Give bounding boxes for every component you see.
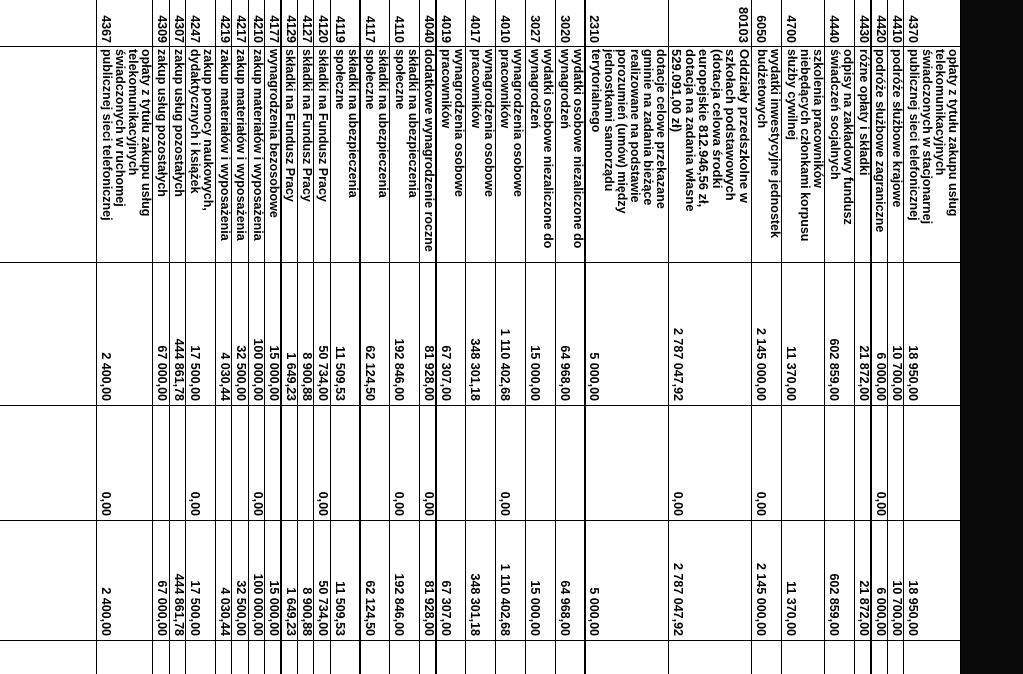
description-line: niebędących członkami korpusu bbox=[797, 49, 812, 242]
table-row bbox=[855, 0, 871, 674]
amount-plan: 11 509,53 bbox=[332, 346, 347, 401]
item-description bbox=[854, 49, 872, 261]
description-line: zakup usług pozostałych bbox=[171, 49, 186, 197]
table-row bbox=[265, 0, 281, 674]
account-code: 4367 bbox=[98, 15, 113, 43]
amount-change: 0,00 bbox=[498, 491, 513, 516]
description-line: dydaktycznych i książek bbox=[188, 49, 203, 194]
amount-after: 6 000,00 bbox=[873, 587, 888, 636]
item-description bbox=[313, 49, 331, 261]
description-line: 529.091,00 zł) bbox=[669, 49, 685, 133]
amount-plan: 15 000,00 bbox=[527, 345, 542, 401]
item-description bbox=[495, 49, 526, 261]
description-line: publicznej sieci telefonicznej bbox=[99, 49, 114, 221]
description-line: pracowników bbox=[438, 49, 453, 129]
table-row bbox=[170, 0, 186, 674]
amount-after: 10 700,00 bbox=[889, 580, 904, 636]
amount-plan: 21 872,00 bbox=[857, 345, 872, 401]
description-line: składki na ubezpieczenia bbox=[346, 49, 361, 198]
account-code: 4210 bbox=[250, 15, 265, 43]
amount-after: 18 950,00 bbox=[906, 580, 921, 636]
account-code: 4117 bbox=[362, 15, 377, 43]
account-code: 4440 bbox=[827, 15, 842, 43]
item-description bbox=[824, 49, 855, 261]
amount-plan: 50 734,00 bbox=[316, 345, 331, 401]
amount-plan: 6 000,00 bbox=[873, 352, 888, 401]
item-description bbox=[419, 49, 437, 261]
item-description bbox=[264, 49, 282, 261]
table-rule bbox=[96, 0, 97, 674]
amount-change bbox=[854, 405, 872, 516]
description-line: zakup materiałów i wyposażenia bbox=[234, 49, 249, 241]
amount-plan: 62 124,50 bbox=[362, 345, 377, 401]
item-description bbox=[168, 49, 186, 261]
amount-after: 17 500,00 bbox=[188, 580, 203, 636]
table-row bbox=[232, 0, 248, 674]
account-code: 4430 bbox=[857, 15, 872, 43]
item-description bbox=[887, 49, 905, 261]
description-line: podróże służbowe zagraniczne bbox=[873, 49, 888, 233]
account-code: 3020 bbox=[557, 15, 572, 43]
account-code: 4017 bbox=[468, 15, 483, 43]
account-code: 4410 bbox=[889, 15, 904, 43]
amount-plan: 444 861,78 bbox=[171, 338, 186, 401]
amount-change: 0,00 bbox=[250, 491, 265, 516]
table-row bbox=[153, 0, 169, 674]
amount-change bbox=[168, 405, 186, 516]
description-line: gminie na zadania bieżące bbox=[641, 49, 656, 206]
table-row bbox=[97, 0, 154, 674]
amount-change: 0,00 bbox=[422, 491, 437, 516]
description-line: składki na Fundusz Pracy bbox=[299, 49, 314, 202]
amount-after: 4 030,44 bbox=[217, 587, 232, 636]
description-line: budżetowych bbox=[754, 49, 769, 129]
amount-change bbox=[297, 405, 315, 516]
description-line: opłaty z tytułu zakupu usług bbox=[138, 49, 153, 217]
item-description bbox=[329, 49, 360, 261]
amount-plan: 5 000,00 bbox=[587, 352, 602, 401]
amount-change: 0,00 bbox=[670, 491, 685, 516]
amount-plan: 348 301,18 bbox=[468, 338, 483, 401]
description-line: różne opłaty i składki bbox=[857, 49, 872, 176]
item-description bbox=[903, 49, 961, 261]
account-code: 4040 bbox=[422, 15, 437, 43]
description-line: opłaty z tytułu zakupu usług bbox=[946, 49, 961, 217]
table-row bbox=[216, 0, 232, 674]
table-row bbox=[752, 0, 782, 674]
amount-plan: 81 928,00 bbox=[422, 345, 437, 401]
amount-after: 444 861,78 bbox=[171, 573, 186, 636]
account-code: 4219 bbox=[217, 15, 232, 43]
table-row bbox=[314, 0, 330, 674]
account-code: 4019 bbox=[438, 15, 453, 43]
amount-plan: 2 145 000,00 bbox=[754, 328, 769, 401]
table-row bbox=[186, 0, 216, 674]
amount-after: 67 000,00 bbox=[155, 580, 170, 636]
amount-plan: 1 110 402,68 bbox=[498, 328, 513, 401]
item-description bbox=[465, 49, 496, 261]
table-row bbox=[782, 0, 825, 674]
table-row bbox=[282, 0, 298, 674]
account-code: 2310 bbox=[587, 15, 602, 43]
amount-change bbox=[264, 405, 282, 516]
amount-after: 348 301,18 bbox=[468, 573, 483, 636]
amount-change: 0,00 bbox=[98, 491, 113, 516]
table-row bbox=[872, 0, 888, 674]
amount-change bbox=[215, 405, 233, 516]
item-description bbox=[435, 49, 466, 261]
item-description bbox=[359, 49, 390, 261]
column-rule bbox=[0, 405, 961, 406]
description-line: telekomunikacyjnych bbox=[125, 49, 140, 176]
description-line: społeczne bbox=[392, 49, 407, 110]
amount-after: 15 000,00 bbox=[527, 580, 542, 636]
description-line: wynagrodzenia osobowe bbox=[451, 49, 466, 197]
table-row bbox=[361, 0, 391, 674]
description-line: zakup materiałów i wyposażenia bbox=[217, 49, 232, 241]
account-code: 4110 bbox=[392, 15, 407, 43]
description-line: wynagrodzeń bbox=[558, 49, 573, 129]
description-line: wynagrodzeń bbox=[528, 49, 543, 129]
description-line: szkolenia pracowników bbox=[810, 49, 825, 188]
amount-plan: 1 649,23 bbox=[283, 352, 298, 401]
table-row bbox=[420, 0, 436, 674]
table-row bbox=[466, 0, 496, 674]
description-line: publicznej sieci telefonicznej bbox=[907, 49, 922, 221]
description-line: zakup usług pozostałych bbox=[155, 49, 170, 197]
description-line: zakup pomocy naukowych, bbox=[201, 49, 216, 211]
description-line: wydatki osobowe niezaliczone do bbox=[571, 49, 586, 249]
table-row bbox=[298, 0, 314, 674]
account-code: 80103 bbox=[735, 6, 751, 43]
table-row bbox=[825, 0, 855, 674]
account-code: 4129 bbox=[283, 15, 298, 43]
item-description bbox=[525, 49, 556, 261]
item-description bbox=[95, 49, 153, 261]
section-row bbox=[669, 0, 752, 674]
item-description bbox=[751, 49, 782, 261]
description-line: społeczne bbox=[362, 49, 377, 110]
account-code: 4700 bbox=[784, 15, 799, 43]
item-description bbox=[554, 49, 585, 261]
table-row bbox=[249, 0, 265, 674]
description-line: składki na Fundusz Pracy bbox=[283, 49, 298, 202]
amount-after: 50 734,00 bbox=[316, 580, 331, 636]
description-line: dodatkowe wynagrodzenie roczne bbox=[422, 49, 437, 252]
item-description bbox=[297, 49, 315, 261]
amount-after: 8 900,88 bbox=[299, 587, 314, 636]
description-line: społeczne bbox=[333, 49, 348, 110]
item-description bbox=[870, 49, 888, 261]
description-line: Oddziały przedszkolne w bbox=[736, 49, 752, 203]
description-line: świadczeń socjalnych bbox=[827, 49, 842, 180]
description-line: realizowane na podstawie bbox=[628, 49, 643, 203]
table-row bbox=[586, 0, 669, 674]
description-line: podróże służbowe krajowe bbox=[889, 49, 904, 208]
description-line: europejskie 812.946,56 zł, bbox=[696, 49, 712, 208]
description-line: (dotacja celowa środki bbox=[709, 49, 725, 189]
account-code: 4370 bbox=[906, 15, 921, 43]
table-row bbox=[390, 0, 420, 674]
amount-after: 100 000,00 bbox=[250, 573, 265, 636]
amount-change: 0,00 bbox=[392, 491, 407, 516]
item-description bbox=[389, 49, 420, 261]
amount-after: 602 859,00 bbox=[827, 573, 842, 636]
account-code: 6050 bbox=[754, 15, 769, 43]
amount-plan: 64 968,00 bbox=[557, 345, 572, 401]
column-rule bbox=[0, 520, 961, 521]
item-description bbox=[185, 49, 216, 261]
amount-plan: 32 500,00 bbox=[234, 345, 249, 401]
description-line: wynagrodzenia osobowe bbox=[511, 49, 526, 197]
amount-change: 0,00 bbox=[188, 491, 203, 516]
amount-change: 0,00 bbox=[754, 491, 769, 516]
description-line: składki na ubezpieczenia bbox=[375, 49, 390, 198]
amount-change: 0,00 bbox=[873, 491, 888, 516]
description-line: pracowników bbox=[468, 49, 483, 129]
amount-change: 0,00 bbox=[316, 491, 331, 516]
account-code: 4127 bbox=[299, 15, 314, 43]
account-code: 4420 bbox=[873, 15, 888, 43]
account-code: 4217 bbox=[234, 15, 249, 43]
table-row bbox=[437, 0, 467, 674]
description-line: świadczonych w stacjonarnej bbox=[920, 49, 935, 225]
description-line: jednostkami samorządu bbox=[602, 49, 617, 192]
amount-plan: 11 370,00 bbox=[784, 346, 799, 401]
description-line: zakup materiałów i wyposażenia bbox=[250, 49, 265, 241]
table-row bbox=[556, 0, 586, 674]
description-line: wydatki osobowe niezaliczone do bbox=[541, 49, 556, 249]
account-code: 4307 bbox=[171, 15, 186, 43]
amount-change bbox=[231, 405, 249, 516]
amount-change bbox=[152, 405, 170, 516]
amount-after: 21 872,00 bbox=[857, 580, 872, 636]
column-rule bbox=[0, 46, 961, 47]
table-row bbox=[496, 0, 526, 674]
column-rule bbox=[0, 640, 961, 641]
amount-change bbox=[887, 405, 905, 516]
amount-after: 64 968,00 bbox=[557, 580, 572, 636]
amount-plan: 602 859,00 bbox=[827, 338, 842, 401]
item-description bbox=[781, 49, 826, 261]
description-line: dotacja na zadania własne bbox=[682, 49, 698, 212]
account-code: 4010 bbox=[498, 15, 513, 43]
item-description bbox=[215, 49, 233, 261]
amount-after: 2 400,00 bbox=[98, 587, 113, 636]
amount-after: 1 649,23 bbox=[283, 587, 298, 636]
amount-after: 32 500,00 bbox=[234, 580, 249, 636]
description-line: wynagrodzenia bezosobowe bbox=[267, 49, 282, 218]
item-description bbox=[152, 49, 170, 261]
account-code: 4119 bbox=[332, 15, 347, 43]
table-row bbox=[904, 0, 961, 674]
description-line: wynagrodzenia osobowe bbox=[481, 49, 496, 197]
amount-plan: 18 950,00 bbox=[906, 345, 921, 401]
amount-plan: 100 000,00 bbox=[250, 338, 265, 401]
description-line: składki na ubezpieczenia bbox=[405, 49, 420, 198]
amount-after: 192 846,00 bbox=[392, 573, 407, 636]
amount-plan: 4 030,44 bbox=[217, 352, 232, 401]
description-line: składki na Fundusz Pracy bbox=[316, 49, 331, 202]
description-line: wydatki inwestycyjne jednostek bbox=[767, 49, 782, 238]
item-description bbox=[231, 49, 249, 261]
description-line: szkołach podstawowych bbox=[723, 49, 739, 201]
account-code: 4309 bbox=[155, 15, 170, 43]
item-description bbox=[668, 49, 753, 261]
description-line: pracowników bbox=[498, 49, 513, 129]
amount-plan: 192 846,00 bbox=[392, 338, 407, 401]
amount-after: 11 370,00 bbox=[784, 581, 799, 636]
description-line: świadczonych w ruchomej bbox=[112, 49, 127, 207]
amount-after: 1 110 402,68 bbox=[498, 563, 513, 636]
amount-after: 5 000,00 bbox=[587, 587, 602, 636]
account-code: 4120 bbox=[316, 15, 331, 43]
description-line: telekomunikacyjnych bbox=[933, 49, 948, 176]
item-description bbox=[247, 49, 265, 261]
item-description bbox=[584, 49, 669, 261]
amount-plan: 15 000,00 bbox=[267, 345, 282, 401]
table-row bbox=[526, 0, 556, 674]
scan-dark-margin bbox=[961, 0, 1023, 674]
description-line: dotacje celowe przekazane bbox=[654, 49, 669, 209]
description-line: odpisy na zakładowy fundusz bbox=[840, 49, 855, 225]
amount-plan: 67 000,00 bbox=[155, 345, 170, 401]
account-code: 4247 bbox=[188, 15, 203, 43]
amount-plan: 17 500,00 bbox=[188, 345, 203, 401]
amount-after: 11 509,53 bbox=[332, 581, 347, 636]
table-row bbox=[331, 0, 361, 674]
account-code: 4177 bbox=[267, 15, 282, 43]
amount-after: 81 928,00 bbox=[422, 580, 437, 636]
amount-plan: 10 700,00 bbox=[889, 345, 904, 401]
column-rule bbox=[0, 262, 961, 263]
amount-after: 2 145 000,00 bbox=[754, 563, 769, 636]
amount-plan: 2 400,00 bbox=[98, 352, 113, 401]
amount-plan: 2 787 047,92 bbox=[670, 328, 685, 401]
amount-after: 15 000,00 bbox=[267, 580, 282, 636]
amount-after: 2 787 047,92 bbox=[670, 563, 685, 636]
amount-after: 67 307,00 bbox=[438, 580, 453, 636]
amount-plan: 8 900,88 bbox=[299, 352, 314, 401]
description-line: porozumień (umów) między bbox=[615, 49, 630, 214]
amount-plan: 67 307,00 bbox=[438, 345, 453, 401]
description-line: terytorialnego bbox=[589, 49, 604, 133]
description-line: służby cywilnej bbox=[784, 49, 799, 141]
item-description bbox=[280, 49, 298, 261]
account-code: 3027 bbox=[527, 15, 542, 43]
table-row bbox=[888, 0, 904, 674]
amount-after: 62 124,50 bbox=[362, 580, 377, 636]
amount-change bbox=[280, 405, 298, 516]
